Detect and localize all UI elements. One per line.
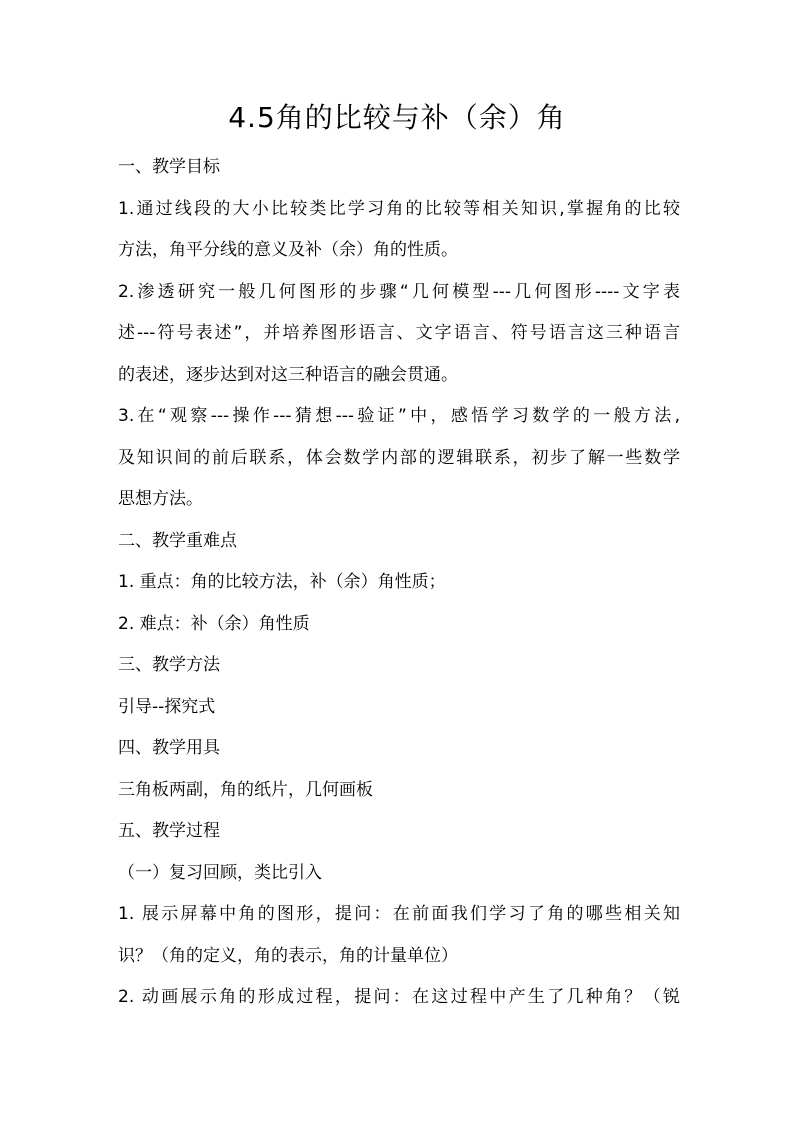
section-heading-methods: 三、教学方法 (118, 655, 220, 675)
paragraph-line: 引导--探究式 (118, 696, 216, 717)
paragraph-line: 及知识间的前后联系，体会数学内部的逻辑联系，初步了解一些数学 (118, 447, 680, 468)
paragraph-line: 思想方法。 (118, 489, 203, 509)
section-heading-objectives: 一、教学目标 (118, 157, 220, 177)
paragraph-line: 三角板两副，角的纸片，几何画板 (118, 779, 373, 800)
list-item: 2. 难点：补（余）角性质 (118, 613, 310, 634)
paragraph-line: 3.在“观察---操作---猜想---验证”中，感悟学习数学的一般方法, (118, 406, 680, 426)
section-heading-key-points: 二、教学重难点 (118, 530, 237, 551)
paragraph-line: 1. 展示屏幕中角的图形，提问：在前面我们学习了角的哪些相关知 (118, 904, 680, 924)
paragraph-line: 方法，角平分线的意义及补（余）角的性质。 (118, 240, 458, 260)
section-heading-tools: 四、教学用具 (118, 738, 220, 758)
paragraph-line: 1.通过线段的大小比较类比学习角的比较等相关知识,掌握角的比较 (118, 198, 680, 219)
paragraph-line: 识？（角的定义，角的表示，角的计量单位） (118, 945, 458, 966)
paragraph-line: 2.渗透研究一般几何图形的步骤“几何模型---几何图形----文字表 (118, 281, 680, 302)
paragraph-line: 的表述，逐步达到对这三种语言的融会贯通。 (118, 364, 458, 385)
document-body (118, 147, 680, 1019)
paragraph-line: 2. 动画展示角的形成过程，提问：在这过程中产生了几种角？（锐 (118, 987, 680, 1007)
list-item: 1. 重点：角的比较方法，补（余）角性质； (118, 572, 446, 592)
subsection-heading: （一）复习回顾，类比引入 (118, 862, 322, 883)
section-heading-process: 五、教学过程 (118, 821, 220, 841)
paragraph-line: 述---符号表述”，并培养图形语言、文字语言、符号语言这三种语言 (118, 323, 680, 343)
document-title: 4.5角的比较与补（余）角 (228, 101, 566, 134)
